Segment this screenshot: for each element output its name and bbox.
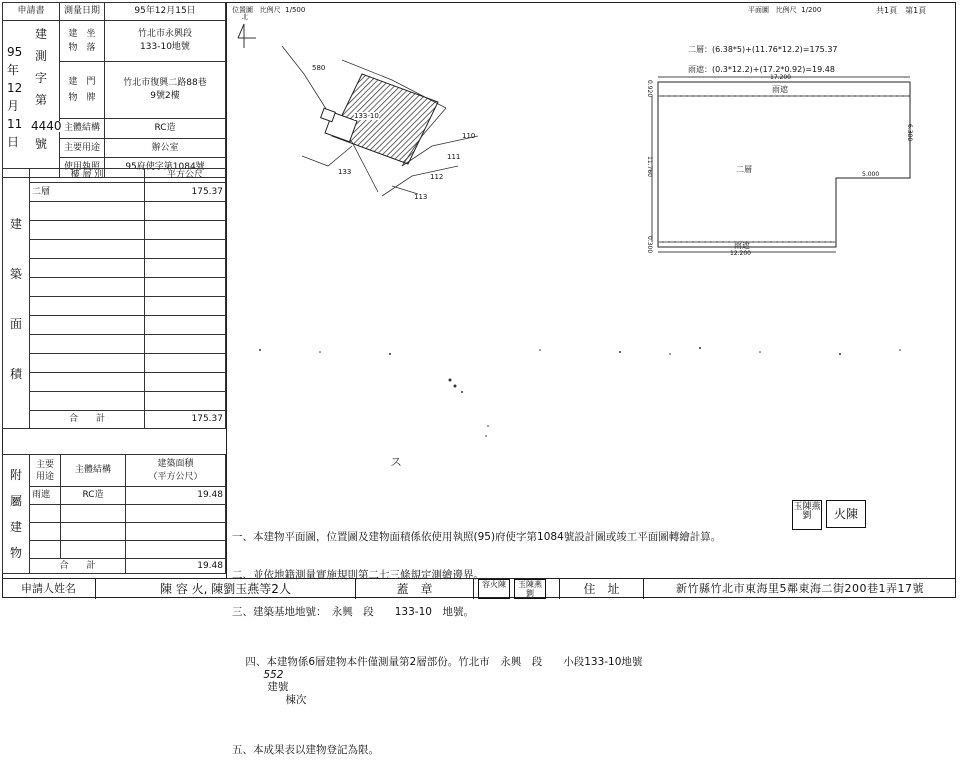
footer-seal-1: 容火陳 [478,579,510,599]
survey-char-2: 測 [35,49,48,63]
parcel-label-133: 133 [338,168,352,176]
empty-row [145,278,226,297]
day-suffix: 日 [7,135,20,149]
area-section [2,168,226,429]
empty-row [30,240,145,259]
empty-row [30,392,145,411]
dim-left: 11.760 [646,156,653,177]
formula-canopy: 雨遮：(0.3*12.2)+(17.2*0.92)=19.48 [688,65,835,74]
annex-row-1-area: 19.48 [126,487,226,505]
svg-text:ス: ス [390,455,403,469]
applicant-name: 陳 容 火, 陳劉玉燕等2人 [96,579,356,599]
floor-outline [658,96,910,242]
address-label: 住 址 [560,579,644,599]
month: 12 [7,81,23,95]
empty-row [126,541,226,559]
dim-bl: 0.300 [646,236,653,254]
annex-table [2,454,226,574]
seal-label: 蓋 章 [356,579,474,599]
empty-row [30,541,61,559]
note-5: 五、本成果表以建物登記為限。 [232,743,379,756]
empty-row [145,297,226,316]
scan-noise [240,340,940,480]
floor-label: 二層 [736,165,752,174]
location-value-1: 竹北市永興段 [137,29,192,40]
parcel-label-111: 111 [447,153,461,161]
location-value [105,21,226,62]
use-value: 辦公室 [105,138,226,158]
annex-side-char-1: 附 [9,468,22,482]
formula-floor: 二層：(6.38*5)+(11.76*12.2)=175.37 [688,45,838,54]
parcel-label-113: 113 [414,193,428,201]
north-label: 北 [242,14,249,21]
col-floor-header: 樓 層 別 [30,169,145,183]
footer-seal-2: 玉陳燕劉 [514,579,546,599]
area-side-char-2: 築 [9,266,22,281]
area-table [2,168,226,429]
location-plan-scale: 1/500 [285,6,306,14]
empty-row [145,316,226,335]
seal-stamp: 玉陳燕劉 [792,500,822,530]
floor-row-1-name: 二層 [30,183,145,202]
parcel-label-13310: 133-10 [354,112,379,120]
annex-col-area-label: 建築面積 [157,458,194,469]
annex-box-small [321,108,336,122]
door-value [105,62,226,119]
annex-col-area [126,455,226,487]
col-area-header: 平方公尺 [145,169,226,183]
empty-row [145,202,226,221]
location-label [60,21,105,62]
empty-row [30,335,145,354]
seal-area [474,579,560,599]
empty-row [61,541,126,559]
dim-step: 5.000 [862,171,880,178]
empty-row [30,316,145,335]
floor-plan-scale-label: 比例尺 [775,6,797,14]
empty-row [145,221,226,240]
address: 新竹縣竹北市東海里5鄰東海二街200巷1弄17號 [676,582,924,595]
parcel-label-112: 112 [430,173,444,181]
day: 11 [7,117,23,131]
area-side-char-4: 積 [9,366,22,381]
survey-char-3: 字 [35,71,48,85]
page-count: 共1頁 第1頁 [876,6,927,15]
empty-row [145,240,226,259]
empty-row [30,259,145,278]
annex-row-1-structure: RC造 [61,487,126,505]
area-total: 175.37 [145,411,226,429]
survey-word-block [35,23,47,155]
year-block [7,43,22,151]
parcel-label-110: 110 [462,132,476,140]
dim-right: 6.380 [906,124,913,142]
use-label: 主要用途 [60,138,105,158]
note-1: 一、本建物平面圖，位置圖及建物面積係依使用執照(95)府使字第1084號設計圖或竣工平面圖轉繪計算。 [232,531,722,543]
annex-total: 19.48 [126,559,226,574]
note-4-building-no-label: 建號 [267,681,289,693]
year: 95 [7,45,23,59]
header-table [2,2,226,178]
dim-bottom: 12.200 [730,250,751,257]
survey-number-cell [3,21,60,178]
applicant-name-label: 申請人姓名 [2,579,96,599]
annex-col-use: 主要用途 [30,455,61,487]
empty-row [61,523,126,541]
annex-col-area-unit: （平方公尺） [148,471,203,482]
survey-date: 95年12月15日 [105,3,226,21]
annex-side-char-2: 屬 [9,494,22,508]
annex-row-1-use: 雨遮 [30,487,61,505]
structure-value: RC造 [105,119,226,139]
footer-row [2,578,956,599]
month-suffix: 月 [7,99,20,113]
location-label-1: 建 坐 [68,29,96,40]
annex-side-char-4: 物 [9,546,22,560]
survey-char-5: 號 [35,137,48,151]
dim-tl: 0.920 [646,80,653,98]
empty-row [145,259,226,278]
floor-plan-scale: 1/200 [801,6,822,14]
note-4-text: 四、本建物係6層建物本件僅測量第2層部份。竹北市 永興 段 小段133-10地號 [245,656,643,668]
notes-block [232,506,721,769]
empty-row [61,505,126,523]
area-side-label [3,169,30,429]
area-side-char-1: 建 [9,216,22,231]
year-suffix: 年 [7,63,20,77]
empty-row [30,297,145,316]
annex-side-label [3,455,30,574]
annex-side-char-3: 建 [9,520,22,534]
area-total-label: 合 計 [30,411,145,429]
door-value-1: 竹北市復興二路88巷 [123,78,207,89]
floor-plan-title: 平面圖 [748,6,769,14]
canopy-top-label: 雨遮 [772,85,788,94]
applicant-label: 申請書 [3,3,60,21]
empty-row [145,354,226,373]
note-4-building-count-label: 棟次 [285,693,307,706]
location-plan-scale-label: 比例尺 [259,6,281,14]
note-4-building-no: 552 [263,668,284,681]
floor-plan-title-row [748,5,821,15]
door-label-2: 物 牌 [68,93,96,104]
door-label-1: 建 門 [68,77,96,88]
annex-total-label: 合 計 [30,559,126,574]
floor-plan-drawing [640,72,920,262]
survey-char-1: 建 [35,27,48,41]
annex-section [2,454,226,574]
canopy-bottom-label: 雨遮 [734,241,750,250]
empty-row [145,392,226,411]
annex-col-structure: 主體結構 [61,455,126,487]
license-value: 95府使字第1084號 [105,158,226,178]
empty-row [30,202,145,221]
parcel-label-580: 580 [312,64,326,72]
license-label: 使用執照 [60,158,105,178]
empty-row [30,523,61,541]
signature-stamp: 火陳 [826,500,866,528]
north-arrow-icon [238,24,256,48]
location-value-2: 133-10地號 [140,42,190,53]
column-divider [226,2,227,578]
note-2: 二、並依地籍測量實施規則第二七三條規定測繪邊界。 [232,568,484,581]
location-label-2: 物 落 [68,43,96,54]
empty-row [126,505,226,523]
note-3: 三、建築基地地號： 永興 段 133-10 地號。 [232,606,474,618]
door-label [60,62,105,119]
header-block [2,2,226,178]
survey-char-4: 第 [35,93,48,107]
empty-row [30,221,145,240]
floor-row-1-area: 175.37 [145,183,226,202]
empty-row [30,278,145,297]
empty-row [126,523,226,541]
survey-number: 4440 [31,119,62,133]
dim-top: 17.200 [770,74,791,81]
note-4 [232,644,721,719]
empty-row [145,335,226,354]
empty-row [30,373,145,392]
empty-row [30,505,61,523]
area-side-char-3: 面 [9,316,22,331]
survey-date-label: 測量日期 [60,3,105,21]
door-value-2: 9號2樓 [150,91,180,102]
empty-row [30,354,145,373]
structure-label: 主體結構 [60,119,105,139]
location-plan-title: 位置圖 [232,6,253,14]
empty-row [145,373,226,392]
